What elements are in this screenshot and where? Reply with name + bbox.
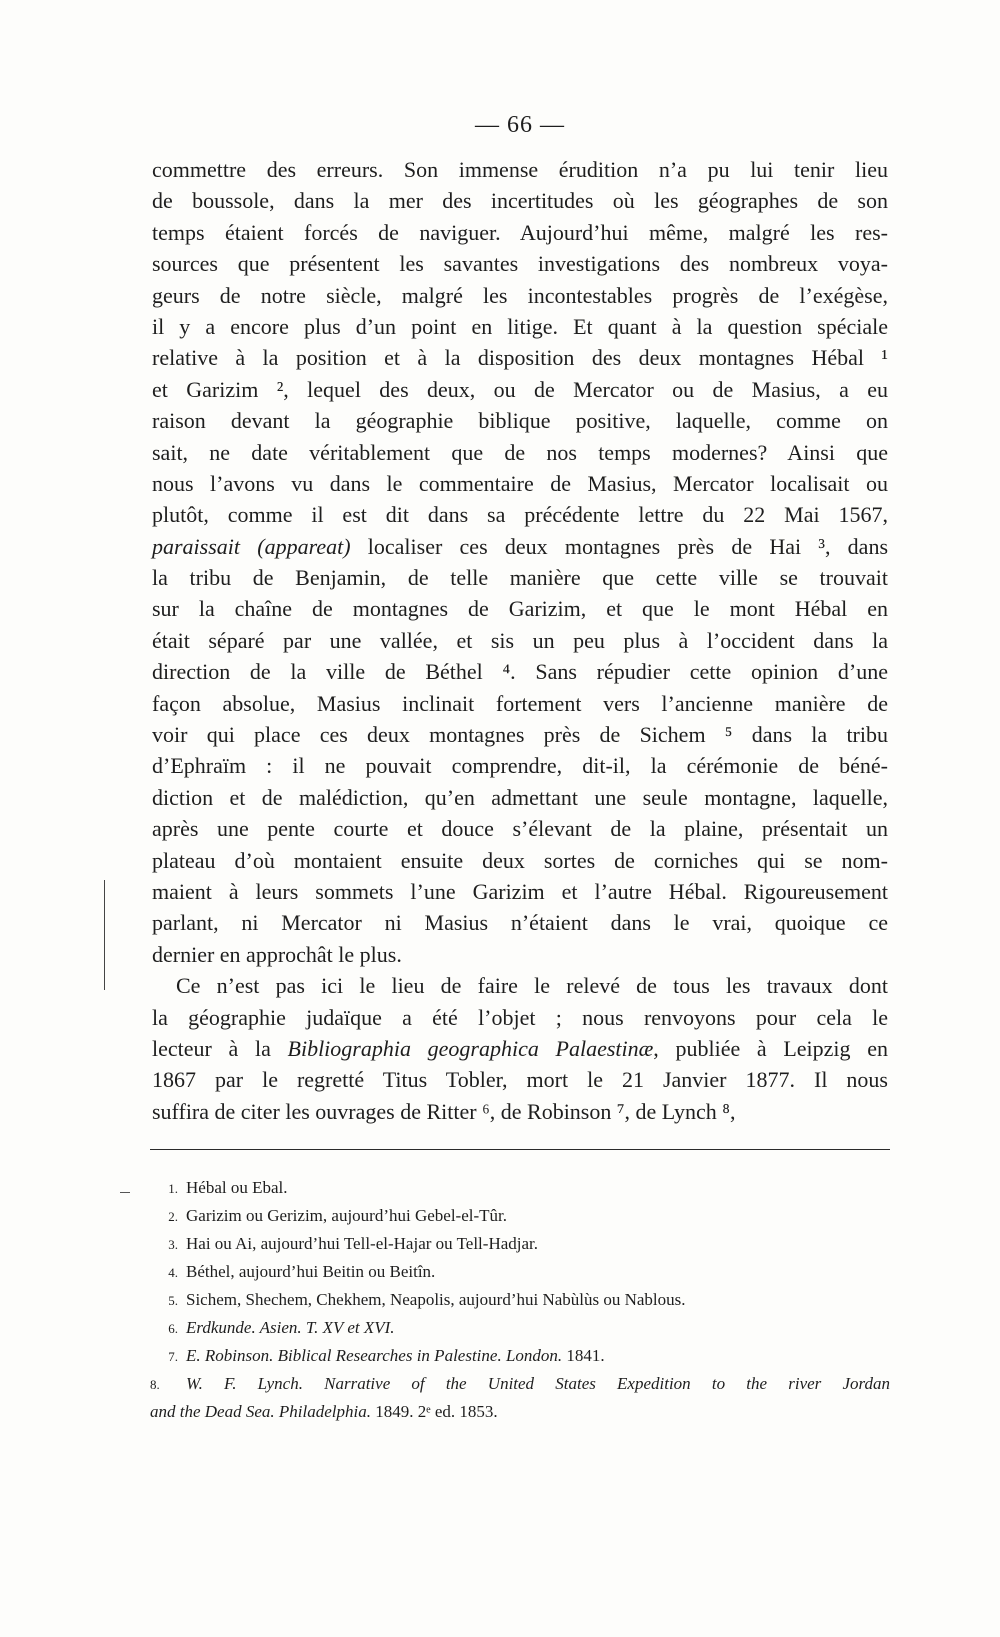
footnote-text (186, 1374, 890, 1393)
text-line: sur la chaîne de montagnes de Garizim, et que le mont Hébal en (152, 596, 888, 622)
footnote-number: 1. (168, 1181, 178, 1196)
text-line: la tribu de Benjamin, de telle manière que cette ville se trouvait (152, 565, 888, 591)
footnote (150, 1202, 890, 1230)
text-line: plateau d’où montaient ensuite deux sortes de corniches qui se nom- (152, 847, 888, 873)
text-line: lecteur à la Bibliographia geographica Palaestinæ, publiée à Leipzig en (152, 1035, 888, 1061)
text-line: commettre des erreurs. Son immense érudition n’a pu lui tenir lieu (152, 157, 888, 182)
text-line: relative à la position et à la disposition des deux montagnes Hébal ¹ (152, 345, 888, 371)
page-number: — 66 — (475, 112, 565, 138)
footnote (150, 1370, 890, 1398)
italic-span: Bibliographia geographica Palaestinæ (287, 1035, 654, 1061)
footnote (150, 1342, 890, 1370)
footnote (150, 1398, 890, 1426)
text-line: 1867 par le regretté Titus Tobler, mort le 21 Janvier 1877. Il nous (152, 1067, 888, 1093)
text-line: sait, ne date véritablement que de nos temps modernes? Ainsi que (152, 439, 888, 465)
footnote-number: 5. (168, 1293, 178, 1308)
footnote-number: 3. (168, 1237, 178, 1252)
footnote-text: and the Dead Sea. Philadelphia. 1849. 2ᵉ ed. 1853. (150, 1402, 498, 1421)
footnote-text: Sichem, Shechem, Chekhem, Neapolis, aujourd’hui Nabùlùs ou Nablous. (186, 1290, 686, 1309)
footnote-text (186, 1318, 395, 1337)
italic-span: Erdkunde. Asien. T. XV et XVI. (186, 1318, 395, 1337)
margin-dash-mark (120, 1192, 130, 1193)
footnote-text: E. Robinson. Biblical Researches in Palestine. London. 1841. (186, 1346, 605, 1365)
footnote-text: Garizim ou Gerizim, aujourd’hui Gebel-el-Tûr. (186, 1206, 507, 1225)
text-line: maient à leurs sommets l’une Garizim et l’autre Hébal. Rigoureusement (152, 878, 888, 904)
footnote-number: 4. (168, 1265, 178, 1280)
text-line: et Garizim ², lequel des deux, ou de Mercator ou de Masius, a eu (152, 376, 888, 402)
footnote (150, 1258, 890, 1286)
text-line: après une pente courte et douce s’élevant de la plaine, présentait un (152, 816, 888, 842)
footnotes (150, 1174, 890, 1426)
footnote (150, 1174, 890, 1202)
italic-span: E. Robinson. Biblical Researches in Palestine. London. (186, 1346, 563, 1365)
text-line: de boussole, dans la mer des incertitudes où les géographes de son (152, 188, 888, 214)
footnote-rule (150, 1149, 890, 1150)
text-line: plutôt, comme il est dit dans sa précédente lettre du 22 Mai 1567, (152, 502, 888, 528)
footnote-text: Béthel, aujourd’hui Beitin ou Beitîn. (186, 1262, 436, 1281)
italic-span: paraissait (appareat) (152, 533, 351, 559)
footnote-number: 7. (168, 1349, 178, 1364)
footnote-number: 8. (150, 1377, 160, 1392)
text-line: façon absolue, Masius inclinait fortement vers l’ancienne manière de (152, 690, 888, 716)
text-line: paraissait (appareat) localiser ces deux montagnes près de Hai ³, dans (152, 533, 889, 559)
footnote (150, 1230, 890, 1258)
footnote-text: Hai ou Ai, aujourd’hui Tell-el-Hajar ou Tell-Hadjar. (186, 1234, 539, 1253)
text-line: Ce n’est pas ici le lieu de faire le relevé de tous les travaux dont (176, 973, 888, 999)
footnote (150, 1314, 890, 1342)
text-line: voir qui place ces deux montagnes près de Sichem ⁵ dans la tribu (152, 722, 888, 748)
footnote (150, 1286, 890, 1314)
text-line: raison devant la géographie biblique positive, laquelle, comme on (152, 408, 888, 434)
text-line: il y a encore plus d’un point en litige. Et quant à la question spéciale (152, 313, 888, 339)
text-line: geurs de notre siècle, malgré les incontestables progrès de l’exégèse, (152, 282, 888, 308)
italic-span: W. F. Lynch. Narrative of the United States Expedition to the river Jordan (186, 1374, 890, 1393)
text-line: direction de la ville de Béthel ⁴. Sans répudier cette opinion d’une (152, 659, 888, 685)
body-text (152, 154, 888, 1127)
text-line: la géographie judaïque a été l’objet ; nous renvoyons pour cela le (152, 1004, 888, 1030)
footnote-number: 6. (168, 1321, 178, 1336)
footnote-text: Hébal ou Ebal. (186, 1178, 288, 1197)
italic-span: and the Dead Sea. Philadelphia. (150, 1402, 371, 1421)
text-line: sources que présentent les savantes investigations des nombreux voya- (152, 251, 888, 277)
text-line: diction et de malédiction, qu’en admettant une seule montagne, laquelle, (152, 784, 888, 810)
text-line: d’Ephraïm : il ne pouvait comprendre, dit-il, la cérémonie de béné- (152, 753, 888, 779)
text-line: suffira de citer les ouvrages de Ritter ⁶, de Robinson ⁷, de Lynch ⁸, (152, 1098, 736, 1124)
text-line: dernier en approchât le plus. (152, 941, 402, 967)
text-line: nous l’avons vu dans le commentaire de Masius, Mercator localisait ou (152, 470, 888, 496)
text-line: temps étaient forcés de naviguer. Aujourd’hui même, malgré les res- (152, 219, 888, 245)
margin-pencil-mark (104, 880, 105, 990)
footnote-number: 2. (168, 1209, 178, 1224)
text-line: était séparé par une vallée, et sis un peu plus à l’occident dans la (152, 627, 888, 653)
text-line: parlant, ni Mercator ni Masius n’étaient dans le vrai, quoique ce (152, 910, 888, 936)
